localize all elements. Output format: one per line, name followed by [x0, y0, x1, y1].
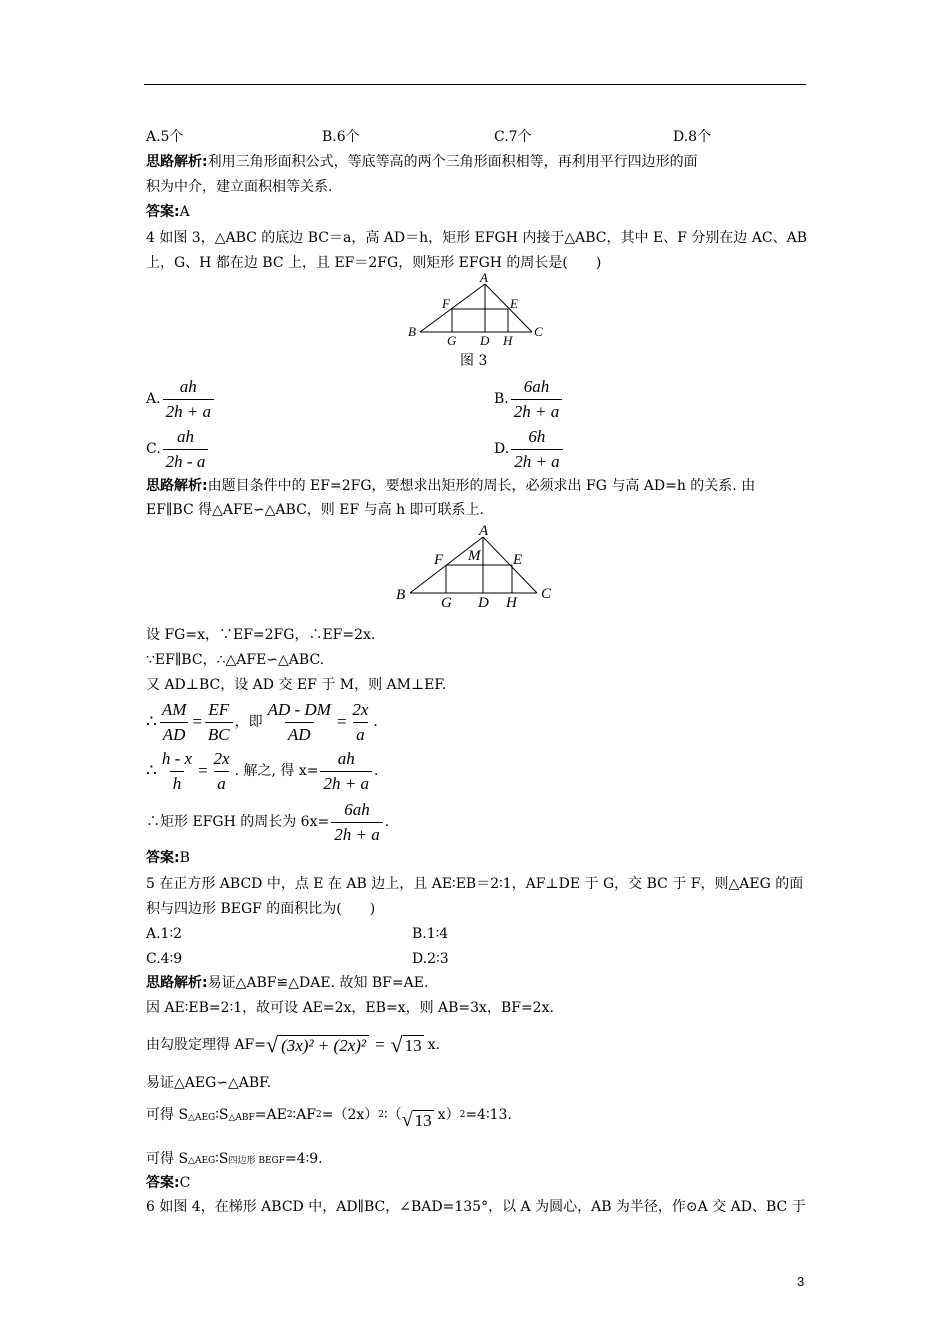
fraction [320, 749, 371, 794]
equals-sign: = [335, 712, 348, 731]
fraction [349, 700, 371, 745]
denominator: a [214, 771, 229, 794]
answer-value: A [179, 204, 190, 220]
denominator: AD [285, 722, 314, 745]
figure-3 [400, 272, 560, 348]
radicand: 13 [414, 1110, 432, 1130]
equals-sign: = [197, 761, 209, 780]
label-c: C [541, 586, 552, 602]
denominator: BC [205, 722, 233, 745]
q4-solution-line-1: 设 FG=x，∵EF=2FG，∴EF=2x. [146, 627, 376, 643]
option-fraction [511, 427, 562, 472]
subscript: △ABF [228, 1113, 255, 1123]
page-number: 3 [797, 1274, 805, 1289]
q4-stem-line-1: 4 如图 3，△ABC 的底边 BC＝a，高 AD＝h，矩形 EFGH 内接于△ABC，其中 E、F 分别在边 AC、AB [146, 230, 808, 246]
q5-solution-line-5 [146, 1149, 323, 1171]
q5-solution-line-3: 易证△AEG∽△ABF. [146, 1075, 272, 1091]
label-a: A [480, 272, 488, 285]
q5-answer [146, 1173, 190, 1193]
solution-text: 可得 S [146, 1107, 189, 1123]
analysis-label: 思路解析: [146, 975, 208, 991]
superscript: 2 [378, 1110, 385, 1120]
solution-text: =4∶13. [465, 1107, 512, 1123]
q4-option-b [494, 373, 564, 425]
radical-sign: √ [401, 1109, 413, 1131]
header-rule [144, 84, 806, 85]
numerator: AD - DM [267, 699, 331, 719]
q4-stem-line-2: 上，G、H 都在边 BC 上，且 EF＝2FG，则矩形 EFGH 的周长是( ) [146, 255, 602, 271]
numerator: 6h [528, 426, 546, 446]
radicand: (3x)² + (2x)² [278, 1035, 369, 1056]
analysis-label: 思路解析: [146, 154, 208, 170]
superscript: 2 [316, 1110, 322, 1120]
answer-label: 答案: [146, 204, 180, 220]
radical-sign: √ [266, 1032, 279, 1057]
label-g: G [447, 333, 457, 348]
q4-option-a [146, 373, 216, 425]
period: . [384, 814, 390, 830]
analysis-text: 利用三角形面积公式，等底等高的两个三角形面积相等，再利用平行四边形的面 [207, 154, 698, 170]
q5-option-d: D.2∶3 [412, 951, 449, 967]
analysis-text: 由题目条件中的 EF=2FG，要想求出矩形的周长，必须求出 FG 与高 AD=h 的关系. 由 [207, 478, 756, 494]
q5-analysis-line-1 [146, 973, 428, 993]
subscript: △AEG [188, 1156, 216, 1166]
q5-solution-line-1: 因 AE∶EB=2∶1，故可设 AE=2x，EB=x，则 AB=3x，BF=2x. [146, 1000, 554, 1016]
analysis-text: 易证△ABF≌△DAE. 故知 BF=AE. [207, 975, 429, 991]
solution-text: x） [437, 1107, 460, 1123]
numerator: AM [161, 699, 187, 719]
fraction [159, 749, 195, 794]
q3-option-b: B.6个 [322, 129, 360, 145]
therefore-symbol: ∴ [146, 761, 157, 781]
subscript: 四边形 BEGF [228, 1156, 285, 1166]
fraction [265, 700, 334, 745]
label-c: C [534, 324, 543, 339]
q6-stem-line-1: 6 如图 4，在梯形 ABCD 中，AD∥BC，∠BAD=135°，以 A 为圆心，AB 为半径，作⊙A 交 AD、BC 于 [146, 1199, 806, 1215]
answer-value: C [179, 1175, 191, 1191]
superscript: 2 [286, 1110, 293, 1120]
q4-option-c [146, 423, 210, 475]
q3-analysis-line-1 [146, 152, 698, 172]
label-a: A [479, 523, 489, 539]
solution-text: x. [427, 1037, 440, 1053]
option-fraction [163, 377, 214, 422]
numerator: 6ah [344, 799, 370, 819]
label-e: E [513, 552, 523, 568]
solution-text: =（2x） [321, 1107, 379, 1123]
connector-text: ，即 [234, 714, 263, 730]
numerator: ah [177, 426, 194, 446]
q4-solution-line-2: ∵EF∥BC，∴△AFE∽△ABC. [146, 652, 325, 668]
label-g: G [441, 595, 452, 611]
q4-solution-line-5 [146, 746, 378, 796]
q3-option-c: C.7个 [494, 129, 532, 145]
label-d: D [480, 333, 490, 348]
option-fraction [163, 427, 209, 472]
q4-option-d [494, 423, 565, 475]
solution-text: =4∶9. [284, 1151, 323, 1167]
period: . [373, 714, 378, 730]
denominator: 2h + a [511, 449, 562, 472]
q3-option-d: D.8个 [673, 129, 712, 145]
label-m: M [468, 548, 481, 564]
q4-analysis-line-2: EF∥BC 得△AFE∽△ABC，则 EF 与高 h 即可联系上. [146, 502, 484, 518]
label-d: D [478, 595, 489, 611]
q4-solution-line-3: 又 AD⊥BC，设 AD 交 EF 于 M，则 AM⊥EF. [146, 677, 447, 693]
answer-label: 答案: [146, 1175, 180, 1191]
label-b: B [396, 587, 406, 603]
q4-solution-line-4 [146, 697, 378, 747]
therefore-symbol: ∴ [146, 712, 157, 732]
equals-sign: = [191, 712, 203, 731]
label-h: H [503, 333, 513, 348]
q4-analysis-line-1 [146, 476, 755, 496]
numerator: 2x [213, 748, 230, 768]
connector-text: . 解之, 得 x= [234, 763, 319, 779]
option-prefix: A. [146, 391, 161, 407]
label-f: F [434, 552, 444, 568]
fraction [331, 800, 382, 845]
option-prefix: D. [494, 441, 510, 457]
numerator: 6ah [523, 376, 550, 396]
q5-solution-line-2 [146, 1026, 440, 1064]
fraction [211, 749, 233, 794]
option-fraction [511, 377, 562, 422]
q5-stem-line-2: 积与四边形 BEGF 的面积比为( ) [146, 901, 376, 917]
radical-sign: √ [390, 1032, 403, 1057]
solution-text: ∶AF [292, 1107, 317, 1123]
solution-text: =AE [254, 1107, 287, 1123]
q5-solution-line-4 [146, 1095, 512, 1135]
label-f: F [442, 296, 450, 311]
denominator: 2h + a [163, 399, 214, 422]
q5-stem-line-1: 5 在正方形 ABCD 中，点 E 在 AB 边上，且 AE∶EB＝2∶1，AF⊥DE 于 G，交 BC 于 F，则△AEG 的面 [146, 876, 804, 892]
denominator: 2h + a [320, 771, 371, 794]
denominator: 2h + a [511, 399, 562, 422]
solution-text: ∴矩形 EFGH 的周长为 6x= [146, 814, 330, 830]
denominator: AD [160, 722, 189, 745]
numerator: 2x [352, 699, 369, 719]
solution-text: ∶（ [384, 1107, 402, 1123]
superscript: 2 [459, 1110, 466, 1120]
equals-sign: = [374, 1035, 386, 1054]
denominator: a [353, 722, 368, 745]
q3-analysis-line-2: 积为中介，建立面积相等关系. [146, 179, 333, 195]
figure-3-caption: 图 3 [460, 353, 488, 369]
figure-analysis [390, 522, 560, 612]
numerator: ah [337, 748, 355, 768]
answer-label: 答案: [146, 850, 180, 866]
q3-answer [146, 202, 190, 222]
fraction [205, 700, 233, 745]
option-prefix: B. [494, 391, 509, 407]
fraction [159, 700, 190, 745]
numerator: EF [208, 699, 230, 719]
q5-option-a: A.1∶2 [146, 926, 183, 942]
numerator: h - x [161, 748, 193, 768]
solution-text: ∶S [215, 1107, 229, 1123]
q4-answer [146, 848, 190, 868]
q5-option-b: B.1∶4 [412, 926, 449, 942]
denominator: h [170, 771, 185, 794]
denominator: 2h - a [163, 449, 209, 472]
q4-solution-line-6 [146, 796, 389, 848]
denominator: 2h + a [331, 822, 382, 845]
answer-value: B [179, 850, 190, 866]
label-h: H [506, 595, 517, 611]
q3-option-a: A.5个 [146, 129, 184, 145]
subscript: △AEG [188, 1113, 216, 1123]
q5-option-c: C.4∶9 [146, 951, 183, 967]
label-b: B [408, 324, 416, 339]
option-prefix: C. [146, 441, 161, 457]
radicand: 13 [404, 1035, 422, 1055]
solution-text: 可得 S [146, 1151, 189, 1167]
numerator: ah [179, 376, 197, 396]
solution-text: 由勾股定理得 AF= [146, 1037, 267, 1053]
period: . [373, 763, 379, 779]
solution-text: ∶S [215, 1151, 229, 1167]
label-e: E [510, 296, 518, 311]
analysis-label: 思路解析: [146, 478, 208, 494]
